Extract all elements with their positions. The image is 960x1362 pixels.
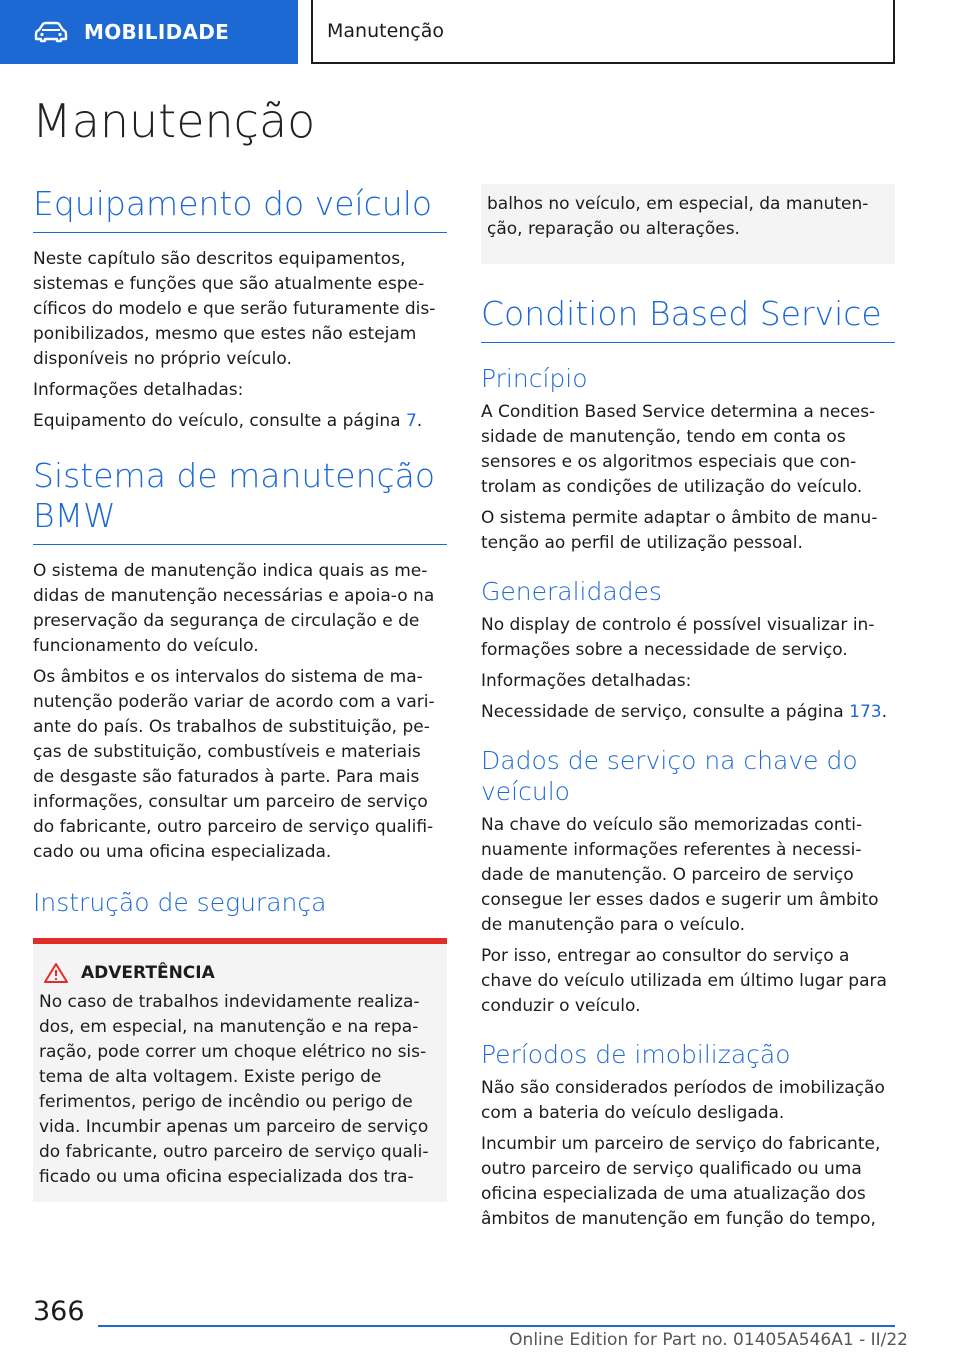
- footer-divider: [98, 1325, 895, 1327]
- page-link-173[interactable]: 173: [849, 702, 882, 722]
- heading-periodos-imobilizacao: Períodos de imobilização: [481, 1040, 791, 1069]
- paragraph: Os âmbitos e os intervalos do sistema de manutenção poderão variar de acordo com a variante do país. Os trabalhos de substituição, peças de substituição, combustíveis e materiais de desgaste são faturados à parte. Para mais informações, consultar um parceiro de serviço do fabricante, outro parceiro de serviço qualificado ou uma oficina especializada.: [33, 667, 435, 862]
- paragraph: Na chave do veículo são memorizadas continuamente informações referentes à necessidade de manutenção. O parceiro de serviço consegue ler esses dados e sugerir um âmbito de manutenção para o veículo.: [481, 815, 879, 935]
- paragraph-reference: [33, 409, 447, 434]
- warning-title: ADVERTÊNCIA: [81, 963, 215, 983]
- heading-dados-servico: Dados de serviço na chave do veículo: [481, 746, 858, 806]
- paragraph: Informações detalhadas:: [481, 671, 692, 691]
- topic-tab[interactable]: [311, 0, 895, 64]
- warning-text: No caso de trabalhos indevidamente realizados, em especial, na manutenção e na reparação, pode correr um choque elétrico no sistema de alta voltagem. Existe perigo de ferimentos, perigo de incêndio ou perigo de vida. Incumbir apenas um parceiro de serviço do fabricante, outro parceiro de serviço qualificado ou uma oficina especializada dos tra-: [39, 992, 429, 1187]
- car-icon: [34, 21, 68, 43]
- section-tab-mobilidade[interactable]: [0, 0, 298, 64]
- left-column: [33, 184, 447, 1202]
- heading-principio: Princípio: [481, 364, 588, 393]
- reference-text: Equipamento do veículo, consulte a página: [33, 411, 401, 431]
- chapter-title: Manutenção: [32, 94, 316, 148]
- paragraph: Incumbir um parceiro de serviço do fabricante, outro parceiro de serviço qualificado ou uma oficina especializada de uma atualização dos âmbitos de manutenção em função do tempo,: [481, 1134, 881, 1229]
- section-tab-label: MOBILIDADE: [84, 20, 230, 44]
- paragraph: No display de controlo é possível visualizar informações sobre a necessidade de serviço.: [481, 615, 875, 660]
- heading-condition-based-service: Condition Based Service: [481, 294, 895, 343]
- footer-edition: Online Edition for Part no. 01405A546A1 - II/22: [509, 1330, 908, 1350]
- right-column: [481, 184, 895, 1238]
- warning-box-continued: [481, 184, 895, 264]
- topic-tab-label: Manutenção: [327, 20, 445, 42]
- heading-instrucao-seguranca: Instrução de segurança: [33, 888, 327, 917]
- period: .: [416, 411, 423, 431]
- paragraph: O sistema permite adaptar o âmbito de manutenção ao perfil de utilização pessoal.: [481, 508, 878, 553]
- paragraph: Por isso, entregar ao consultor do serviço a chave do veículo utilizada em último lugar para conduzir o veículo.: [481, 946, 887, 1016]
- heading-sistema-manutencao: Sistema de manutenção BMW: [33, 456, 447, 545]
- heading-equipamento: Equipamento do veículo: [33, 184, 447, 233]
- warning-text-continued: balhos no veículo, em especial, da manutenção, reparação ou alterações.: [487, 194, 869, 239]
- reference-text: Necessidade de serviço, consulte a página: [481, 702, 844, 722]
- heading-generalidades: Generalidades: [481, 577, 662, 606]
- page-link-7[interactable]: 7: [405, 411, 417, 431]
- paragraph: Não são considerados períodos de imobilização com a bateria do veículo desligada.: [481, 1078, 885, 1123]
- warning-triangle-icon: [43, 962, 69, 984]
- paragraph-reference: [481, 700, 895, 725]
- paragraph: A Condition Based Service determina a necessidade de manutenção, tendo em conta os sensores e os algoritmos especiais que controlam as condições de utilização do veículo.: [481, 402, 876, 497]
- period: .: [881, 702, 887, 722]
- paragraph: O sistema de manutenção indica quais as medidas de manutenção necessárias e apoia-o na preservação da segurança de circulação e de funcionamento do veículo.: [33, 561, 435, 656]
- page-number: 366: [33, 1296, 85, 1327]
- warning-box: [33, 938, 447, 1202]
- paragraph: Neste capítulo são descritos equipamentos, sistemas e funções que são atualmente específicos do modelo e que serão futuramente disponibilizados, mesmo que estes não estejam disponíveis no próprio veículo.: [33, 249, 436, 369]
- warning-header: [39, 962, 439, 984]
- paragraph: Informações detalhadas:: [33, 380, 244, 400]
